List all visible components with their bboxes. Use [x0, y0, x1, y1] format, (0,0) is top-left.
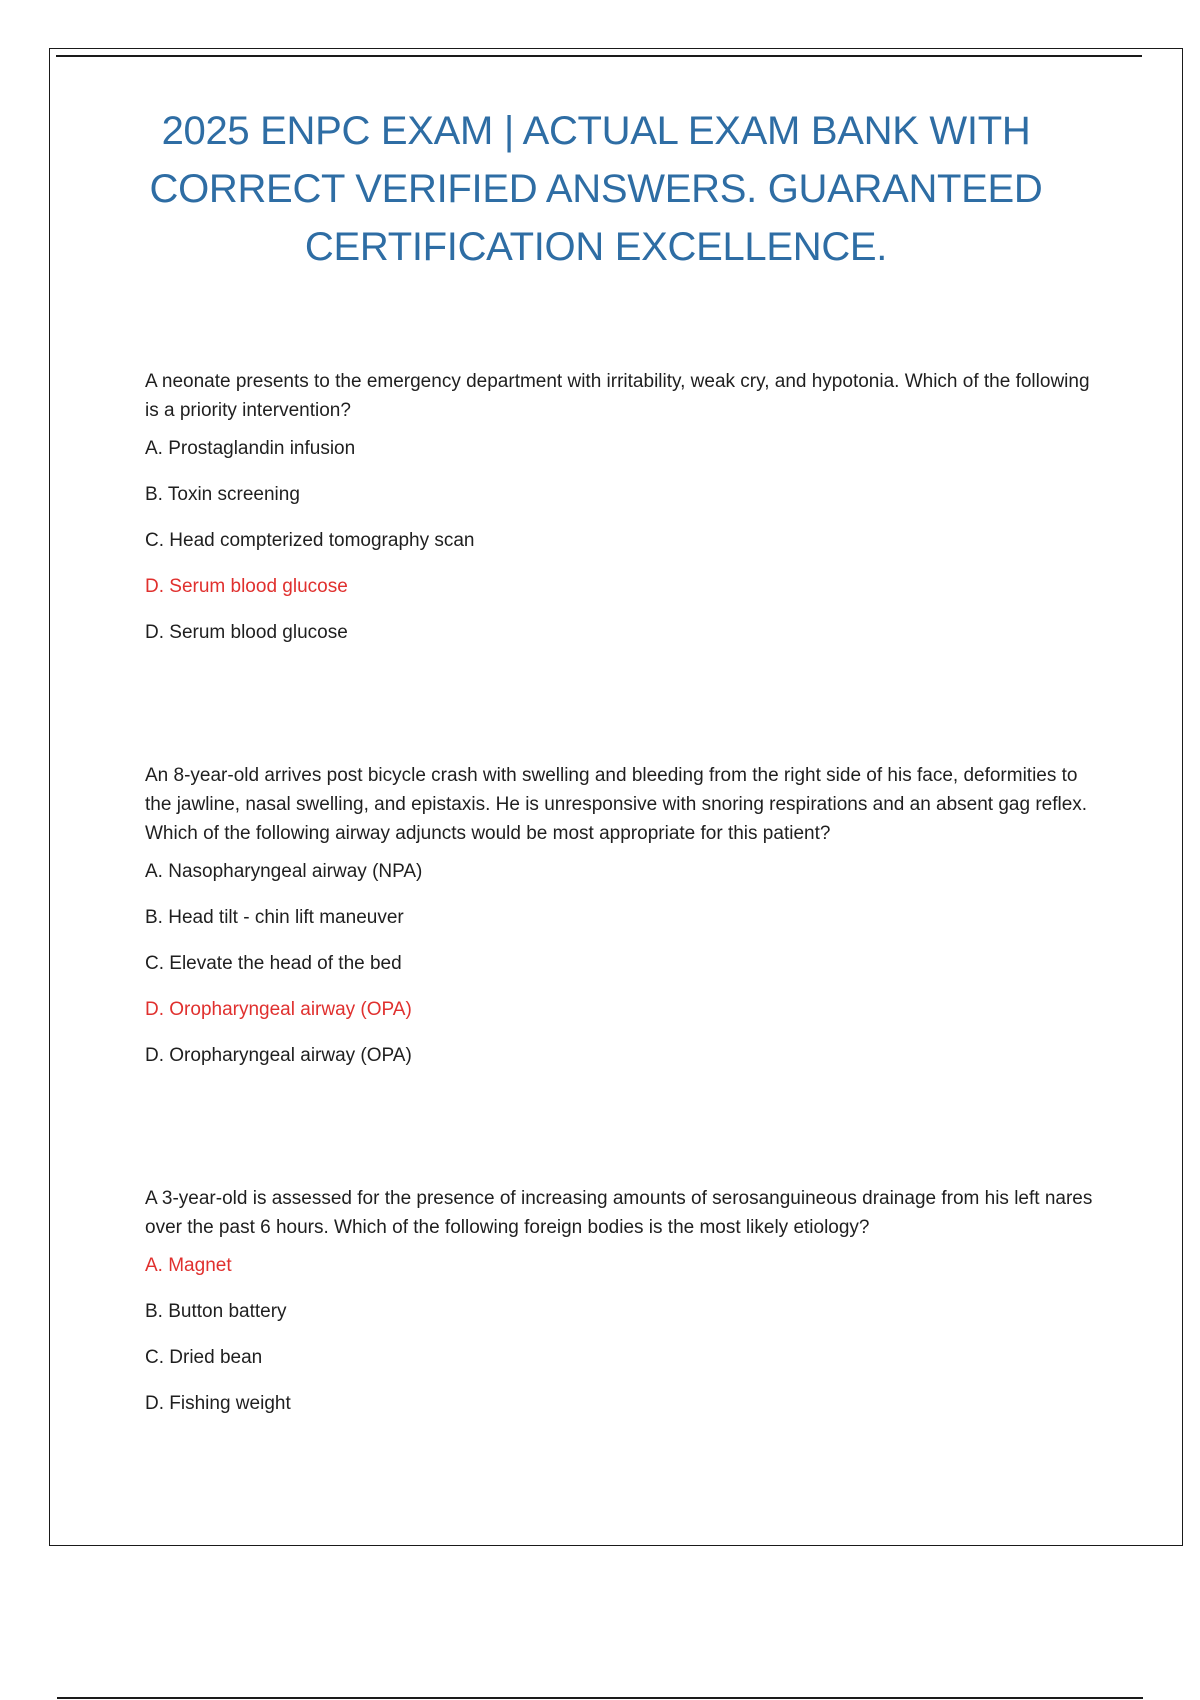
title-line: 2025 ENPC EXAM | ACTUAL EXAM BANK WITH [161, 109, 1031, 153]
answer-option: D. Serum blood glucose [145, 622, 348, 643]
question-stem: An 8-year-old arrives post bicycle crash with swelling and bleeding from the right side of his face, deformities to the jawline, nasal swelling, and epistaxis. He is unresponsive with snoring respirations and an absent gag reflex. Which of the following airway adjuncts would be most appropriate for this patient? [145, 765, 1088, 844]
answer-option: A. Prostaglandin infusion [145, 438, 356, 459]
question-2 [145, 761, 1095, 1090]
answer-option: B. Head tilt - chin lift maneuver [145, 907, 404, 928]
question-stem: A 3-year-old is assessed for the presence of increasing amounts of serosanguineous drainage from his left nares over the past 6 hours. Which of the following foreign bodies is the most likely etiology? [145, 1188, 1093, 1238]
answer-option: D. Fishing weight [145, 1393, 291, 1414]
question-1 [145, 367, 1095, 667]
answer-option: A. Nasopharyngeal airway (NPA) [145, 861, 423, 882]
answer-option: C. Dried bean [145, 1347, 263, 1368]
question-stem: A neonate presents to the emergency department with irritability, weak cry, and hypotonia. Which of the following is a priority intervention? [145, 371, 1090, 421]
title-line: CORRECT VERIFIED ANSWERS. GUARANTEED [149, 167, 1043, 211]
top-rule [56, 55, 1142, 57]
answer-option: D. Oropharyngeal airway (OPA) [145, 1045, 412, 1066]
title-line: CERTIFICATION EXCELLENCE. [304, 225, 888, 269]
question-3 [145, 1184, 1095, 1438]
correct-answer-option: D. Serum blood glucose [145, 576, 348, 597]
document-title [96, 102, 1096, 276]
bottom-rule [57, 1697, 1143, 1699]
correct-answer-option: A. Magnet [145, 1255, 232, 1276]
answer-option: B. Toxin screening [145, 484, 300, 505]
answer-option: C. Elevate the head of the bed [145, 953, 402, 974]
answer-option: B. Button battery [145, 1301, 287, 1322]
answer-option: C. Head compterized tomography scan [145, 530, 475, 551]
correct-answer-option: D. Oropharyngeal airway (OPA) [145, 999, 412, 1020]
